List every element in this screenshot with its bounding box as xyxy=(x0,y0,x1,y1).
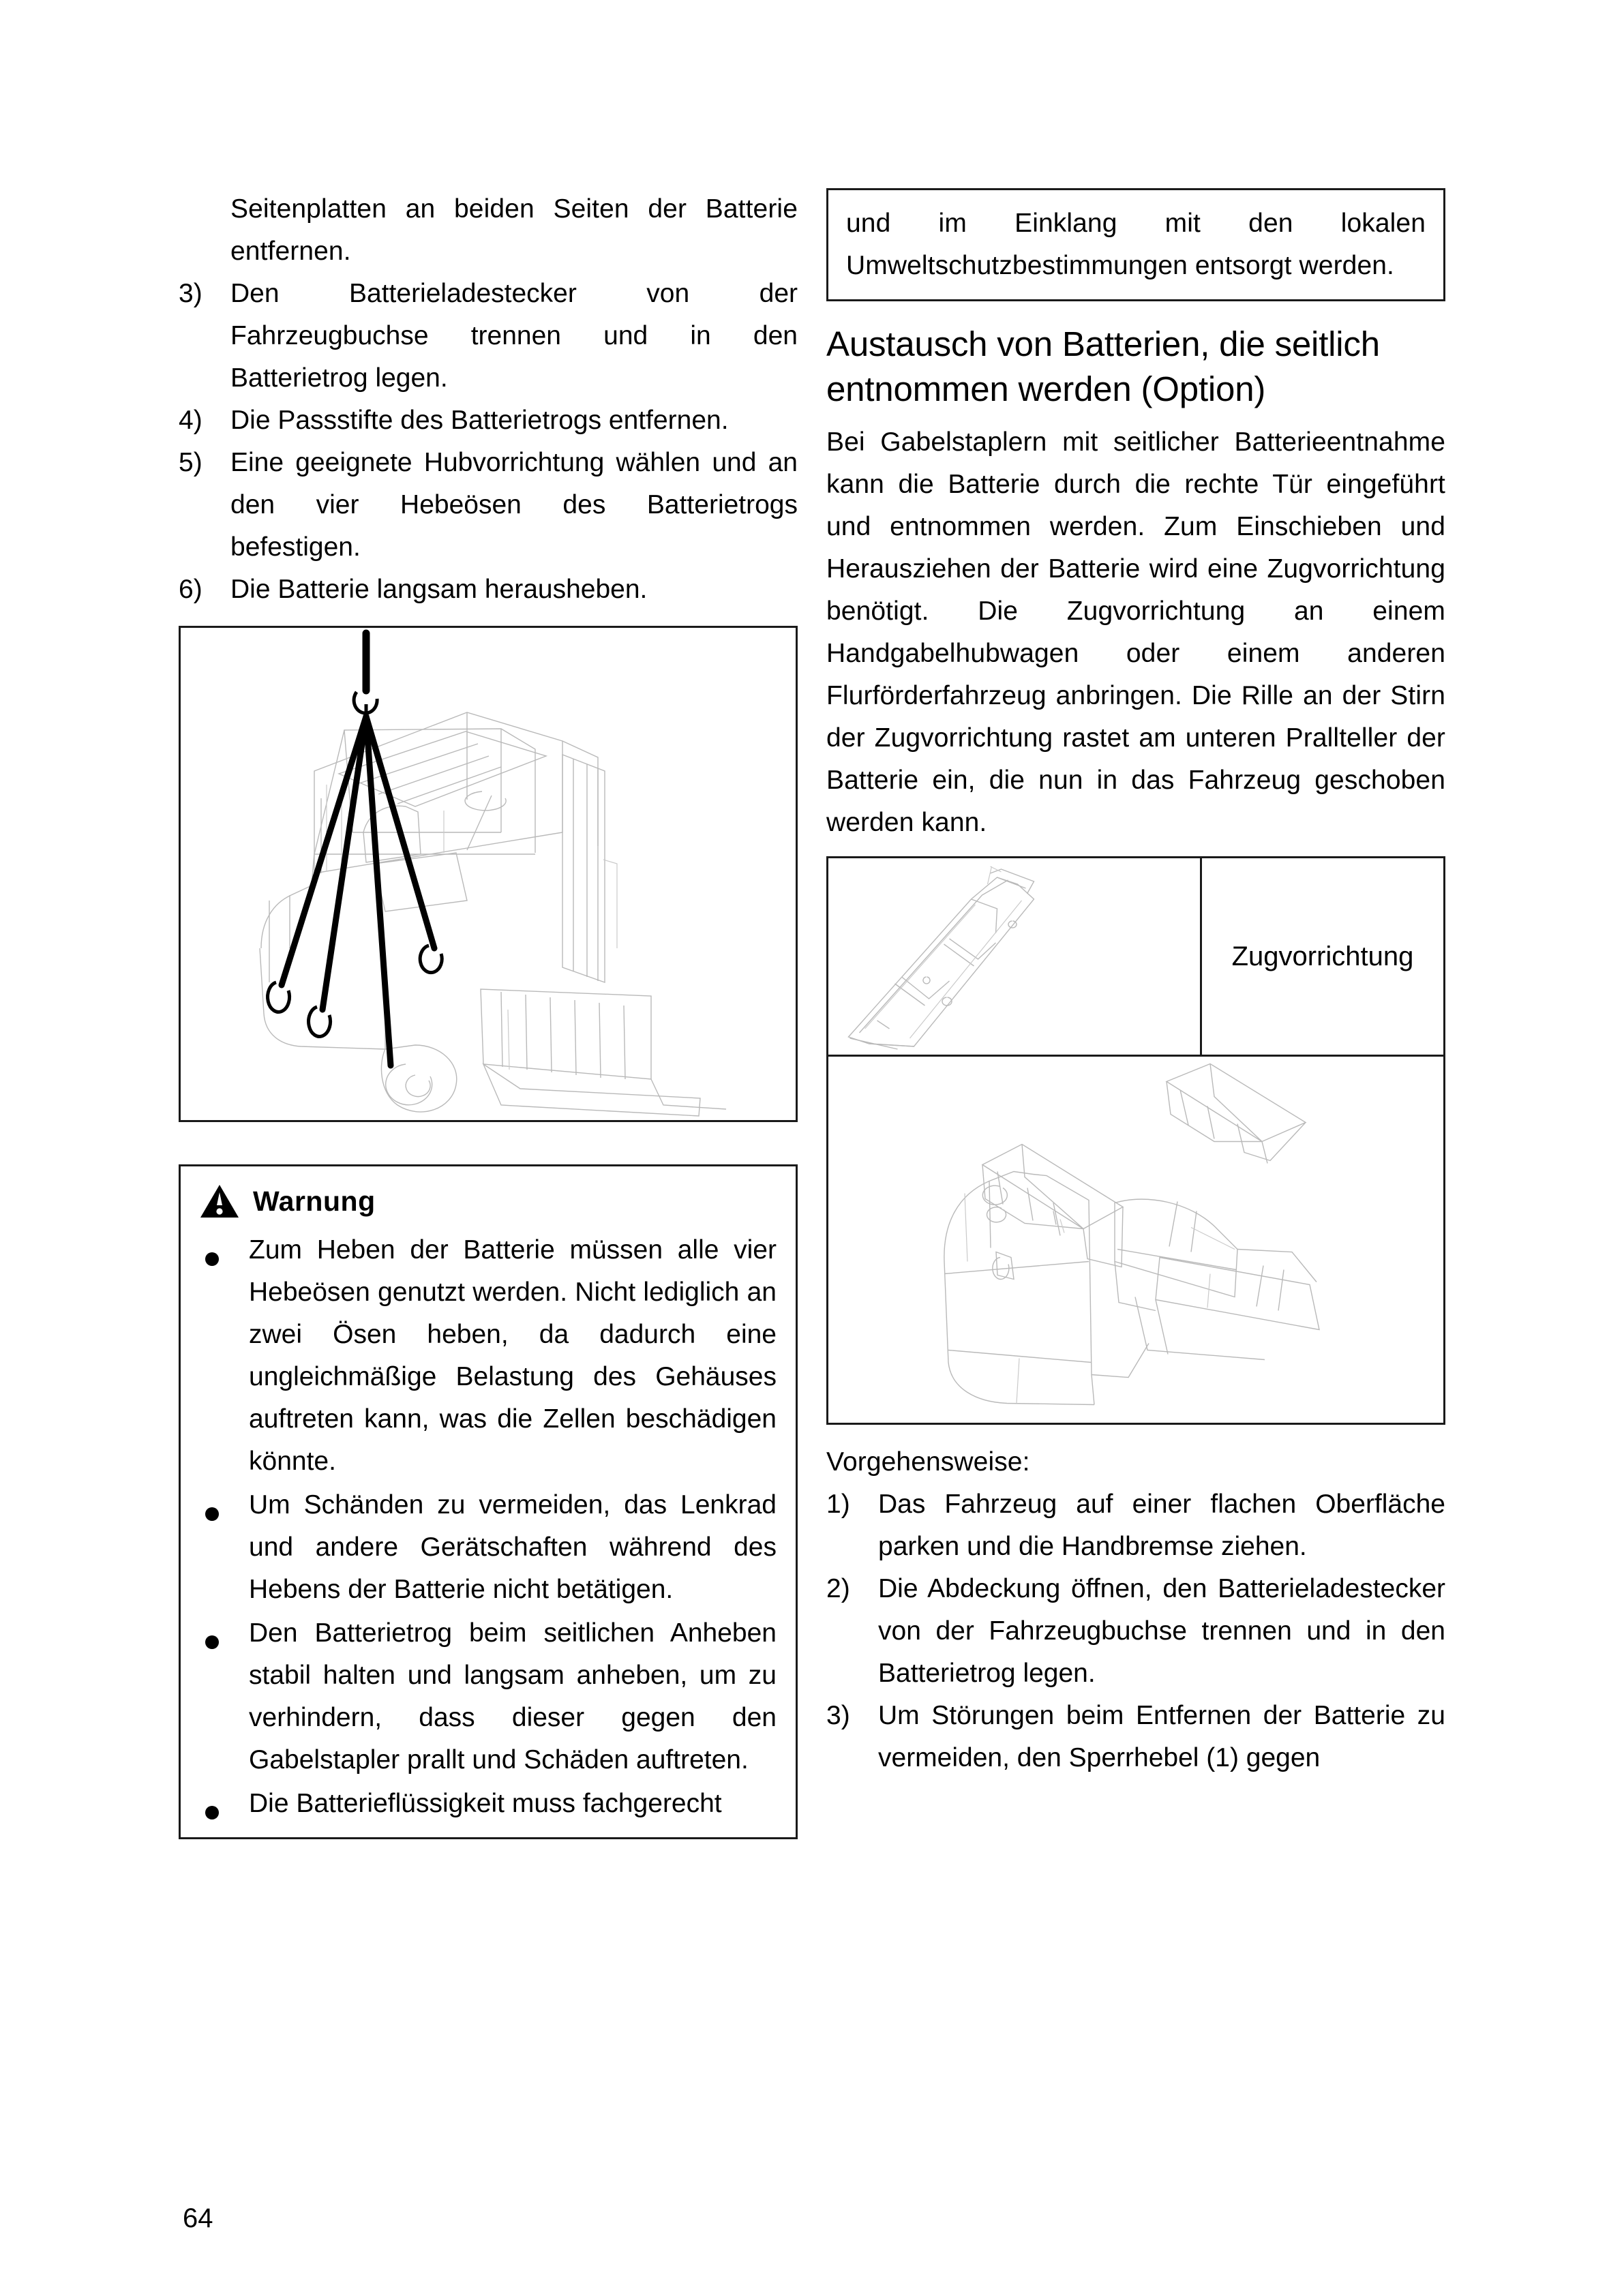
warning-item-text: Um Schänden zu vermeiden, das Lenkrad und andere Gerätschaften während des Hebens der Batterie nicht betätigen. xyxy=(249,1490,777,1604)
step-marker: 6) xyxy=(179,575,202,604)
left-column xyxy=(179,188,798,1839)
pallet-truck-with-tow-device-illustration xyxy=(828,1057,1443,1423)
list-item xyxy=(179,442,798,569)
warning-item-list xyxy=(200,1229,777,1825)
warning-title: Warnung xyxy=(253,1185,376,1217)
warning-item-text: Den Batterietrog beim seitlichen Anheben stabil halten und langsam anheben, um zu verhindern, dass dieser gegen den Gabelstapler prallt und Schäden auftreten. xyxy=(249,1618,777,1774)
step-marker: 3) xyxy=(179,279,202,308)
list-item xyxy=(200,1229,777,1483)
step-marker: 4) xyxy=(179,406,202,435)
step-text: Eine geeignete Hubvorrichtung wählen und an den vier Hebeösen des Batterietrogs befestigen. xyxy=(230,448,798,562)
list-item xyxy=(826,1695,1445,1779)
two-column-layout xyxy=(179,188,1445,1839)
list-item xyxy=(179,399,798,442)
tow-device-caption xyxy=(1202,858,1443,1055)
tow-device-illustration xyxy=(828,858,1202,1055)
note-text: und im Einklang mit den lokalen Umweltschutzbestimmungen entsorgt werden. xyxy=(846,209,1426,280)
bullet-icon xyxy=(200,1229,249,1271)
step-marker: 5) xyxy=(179,448,202,477)
list-item xyxy=(200,1783,777,1825)
bullet-icon xyxy=(200,1484,249,1526)
list-item xyxy=(200,1484,777,1611)
warning-triangle-icon xyxy=(200,1184,239,1218)
step-text: Die Abdeckung öffnen, den Batterieladestecker von der Fahrzeugbuchse trennen und in den Batterietrog legen. xyxy=(878,1574,1445,1688)
step-text: Den Batterieladestecker von der Fahrzeugbuchse trennen und in den Batterietrog legen. xyxy=(230,279,798,393)
warning-header xyxy=(200,1184,777,1218)
forklift-figure-box xyxy=(179,626,798,1122)
step-marker: 1) xyxy=(826,1490,850,1519)
list-item xyxy=(826,1568,1445,1695)
tow-device-figure-box xyxy=(826,856,1445,1057)
warning-box xyxy=(179,1164,798,1839)
step-marker: 2) xyxy=(826,1574,850,1603)
caption-text: Zugvorrichtung xyxy=(1231,941,1414,971)
step-marker: 3) xyxy=(826,1701,850,1730)
page-number: 64 xyxy=(183,2203,213,2233)
section-heading: Austausch von Batterien, die seitlich entnommen werden (Option) xyxy=(826,324,1380,408)
forklift-battery-lifting-illustration xyxy=(181,628,796,1120)
step-text: Die Passstifte des Batterietrogs entfernen. xyxy=(230,406,729,435)
right-column xyxy=(826,188,1445,1839)
list-item xyxy=(826,1483,1445,1568)
step-text: Die Batterie langsam herausheben. xyxy=(230,575,648,604)
note-box xyxy=(826,188,1445,301)
intro-paragraph: Bei Gabelstaplern mit seitlicher Batterieentnahme kann die Batterie durch die rechte Tür eingeführt und entnommen werden. Zum Einschieben und Herausziehen der Batterie wird eine Zugvorrichtung benötigt. Die Zugvorrichtung an einem Handgabelhubwagen oder einem anderen Flurförderfahrzeug anbringen. Die Rille an der Stirn der Zugvorrichtung rastet am unteren Prallteller der Batterie ein, die nun in das Fahrzeug geschoben werden kann. xyxy=(826,427,1445,837)
list-item xyxy=(179,273,798,399)
bullet-icon xyxy=(200,1612,249,1655)
pallet-truck-figure-box xyxy=(826,1057,1445,1425)
page-content xyxy=(179,188,1445,2165)
warning-item-text: Die Batterieflüssigkeit muss fachgerecht xyxy=(249,1789,722,1818)
warning-item-text: Zum Heben der Batterie müssen alle vier Hebeösen genutzt werden. Nicht lediglich an zwei Ösen heben, da dadurch eine ungleichmäßige Belastung des Gehäuses auftreten kann, was die Zellen beschädigen könnte. xyxy=(249,1235,777,1476)
list-item xyxy=(179,569,798,611)
procedure-label: Vorgehensweise: xyxy=(826,1447,1030,1477)
step-text: Das Fahrzeug auf einer flachen Oberfläche parken und die Handbremse ziehen. xyxy=(878,1490,1445,1561)
continuation-paragraph: Seitenplatten an beiden Seiten der Batterie entfernen. xyxy=(230,194,798,266)
step-text: Um Störungen beim Entfernen der Batterie zu vermeiden, den Sperrhebel (1) gegen xyxy=(878,1701,1445,1772)
bullet-icon xyxy=(200,1783,249,1825)
list-item xyxy=(200,1612,777,1781)
